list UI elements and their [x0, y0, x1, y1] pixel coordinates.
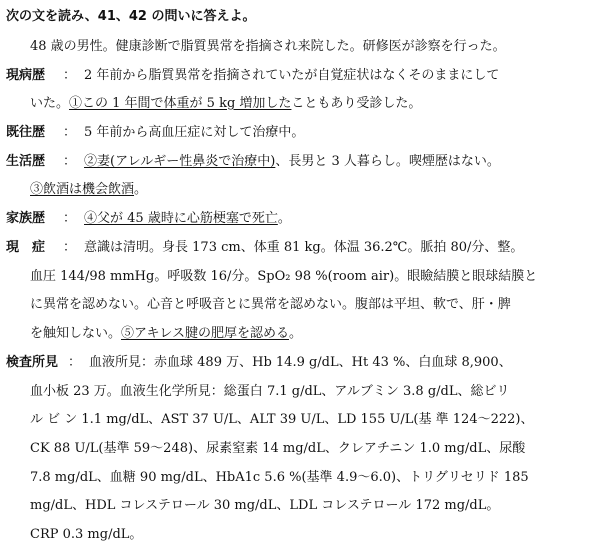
colon: ： [63, 240, 77, 255]
present-status-line-2: 血圧 144/98 mmHg。呼吸数 16/分。SpO₂ 98 %(room air)。眼瞼結膜と眼球結膜と [30, 269, 538, 284]
patient-intro: 48 歳の男性。健康診断で脂質異常を指摘され来院した。研修医が診察を行った。 [30, 39, 506, 54]
present-illness-text-2b: こともあり受診した。 [291, 96, 422, 111]
family-history-text: 。 [277, 211, 291, 226]
present-illness-label: 現病歴 [6, 68, 46, 83]
lifestyle-line-1 [6, 153, 589, 171]
lab-findings-text-1: 血液所見：赤血球 489 万、Hb 14.9 g/dL、Ht 43 %、白血球 8,900、 [89, 355, 512, 370]
lifestyle-line-2 [30, 181, 589, 199]
family-history-line [6, 210, 589, 228]
lab-findings-line-4: CK 88 U/L(基準 59〜248)、尿素窒素 14 mg/dL、クレアチニン 1.0 mg/dL、尿酸 [30, 441, 526, 456]
colon: ： [63, 68, 77, 83]
past-history-line [6, 124, 589, 142]
underline-5: ⑤アキレス腱の肥厚を認める [121, 326, 289, 341]
lifestyle-text-1: 、長男と 3 人暮らし。喫煙歴はない。 [275, 154, 500, 169]
present-status-line-1 [6, 239, 589, 257]
colon: ： [63, 154, 77, 169]
present-illness-line-1 [6, 67, 589, 85]
present-illness-text-2a: いた。 [30, 96, 70, 111]
lab-findings-line-6: mg/dL、HDL コレステロール 30 mg/dL、LDL コレステロール 172 mg/dL。 [30, 498, 500, 513]
colon: ： [63, 125, 77, 140]
underline-1: ①この 1 年間で体重が 5 kg 増加した [69, 96, 292, 111]
present-status-label: 現 症 [6, 240, 46, 255]
present-status-line-3: に異常を認めない。心音と呼吸音とに異常を認めない。腹部は平坦、軟で、肝・脾 [30, 297, 511, 312]
lab-findings-label: 検査所見 [6, 355, 59, 370]
past-history-label: 既往歴 [6, 125, 46, 140]
present-status-text-4a: を触知しない。 [30, 326, 122, 341]
colon: ： [63, 211, 77, 226]
present-illness-text-1: 2 年前から脂質異常を指摘されていたが自覚症状はなくそのままにして [84, 68, 500, 83]
lab-findings-line-7: CRP 0.3 mg/dL。 [30, 527, 143, 542]
lifestyle-text-2: 。 [134, 182, 148, 197]
lab-findings-line-1 [6, 354, 589, 372]
present-status-text-4b: 。 [288, 326, 302, 341]
present-status-text-1: 意識は清明。身長 173 cm、体重 81 kg。体温 36.2℃。脈拍 80/分、整。 [84, 240, 524, 255]
lab-findings-line-2: 血小板 23 万。血液生化学所見：総蛋白 7.1 g/dL、アルブミン 3.8 g/dL、総ビリ [30, 384, 510, 399]
lifestyle-label: 生活歴 [6, 154, 46, 169]
colon: ： [68, 355, 82, 370]
question-intro: 次の文を読み、41、42 の問いに答えよ。 [6, 9, 256, 24]
lab-findings-line-5: 7.8 mg/dL、血糖 90 mg/dL、HbA1c 5.6 %(基準 4.9〜6.0)、トリグリセリド 185 [30, 470, 529, 485]
underline-4: ④父が 45 歳時に心筋梗塞で死亡 [84, 211, 278, 226]
present-illness-line-2 [30, 95, 589, 113]
underline-3: ③飲酒は機会飲酒 [30, 182, 135, 197]
family-history-label: 家族歴 [6, 211, 46, 226]
lab-findings-line-3: ル ビ ン 1.1 mg/dL、AST 37 U/L、ALT 39 U/L、LD 155 U/L(基 準 124〜222)、 [30, 412, 534, 427]
present-status-line-4 [30, 325, 589, 343]
past-history-text: 5 年前から高血圧症に対して治療中。 [84, 125, 305, 140]
underline-2: ②妻(アレルギー性鼻炎で治療中) [84, 154, 276, 169]
